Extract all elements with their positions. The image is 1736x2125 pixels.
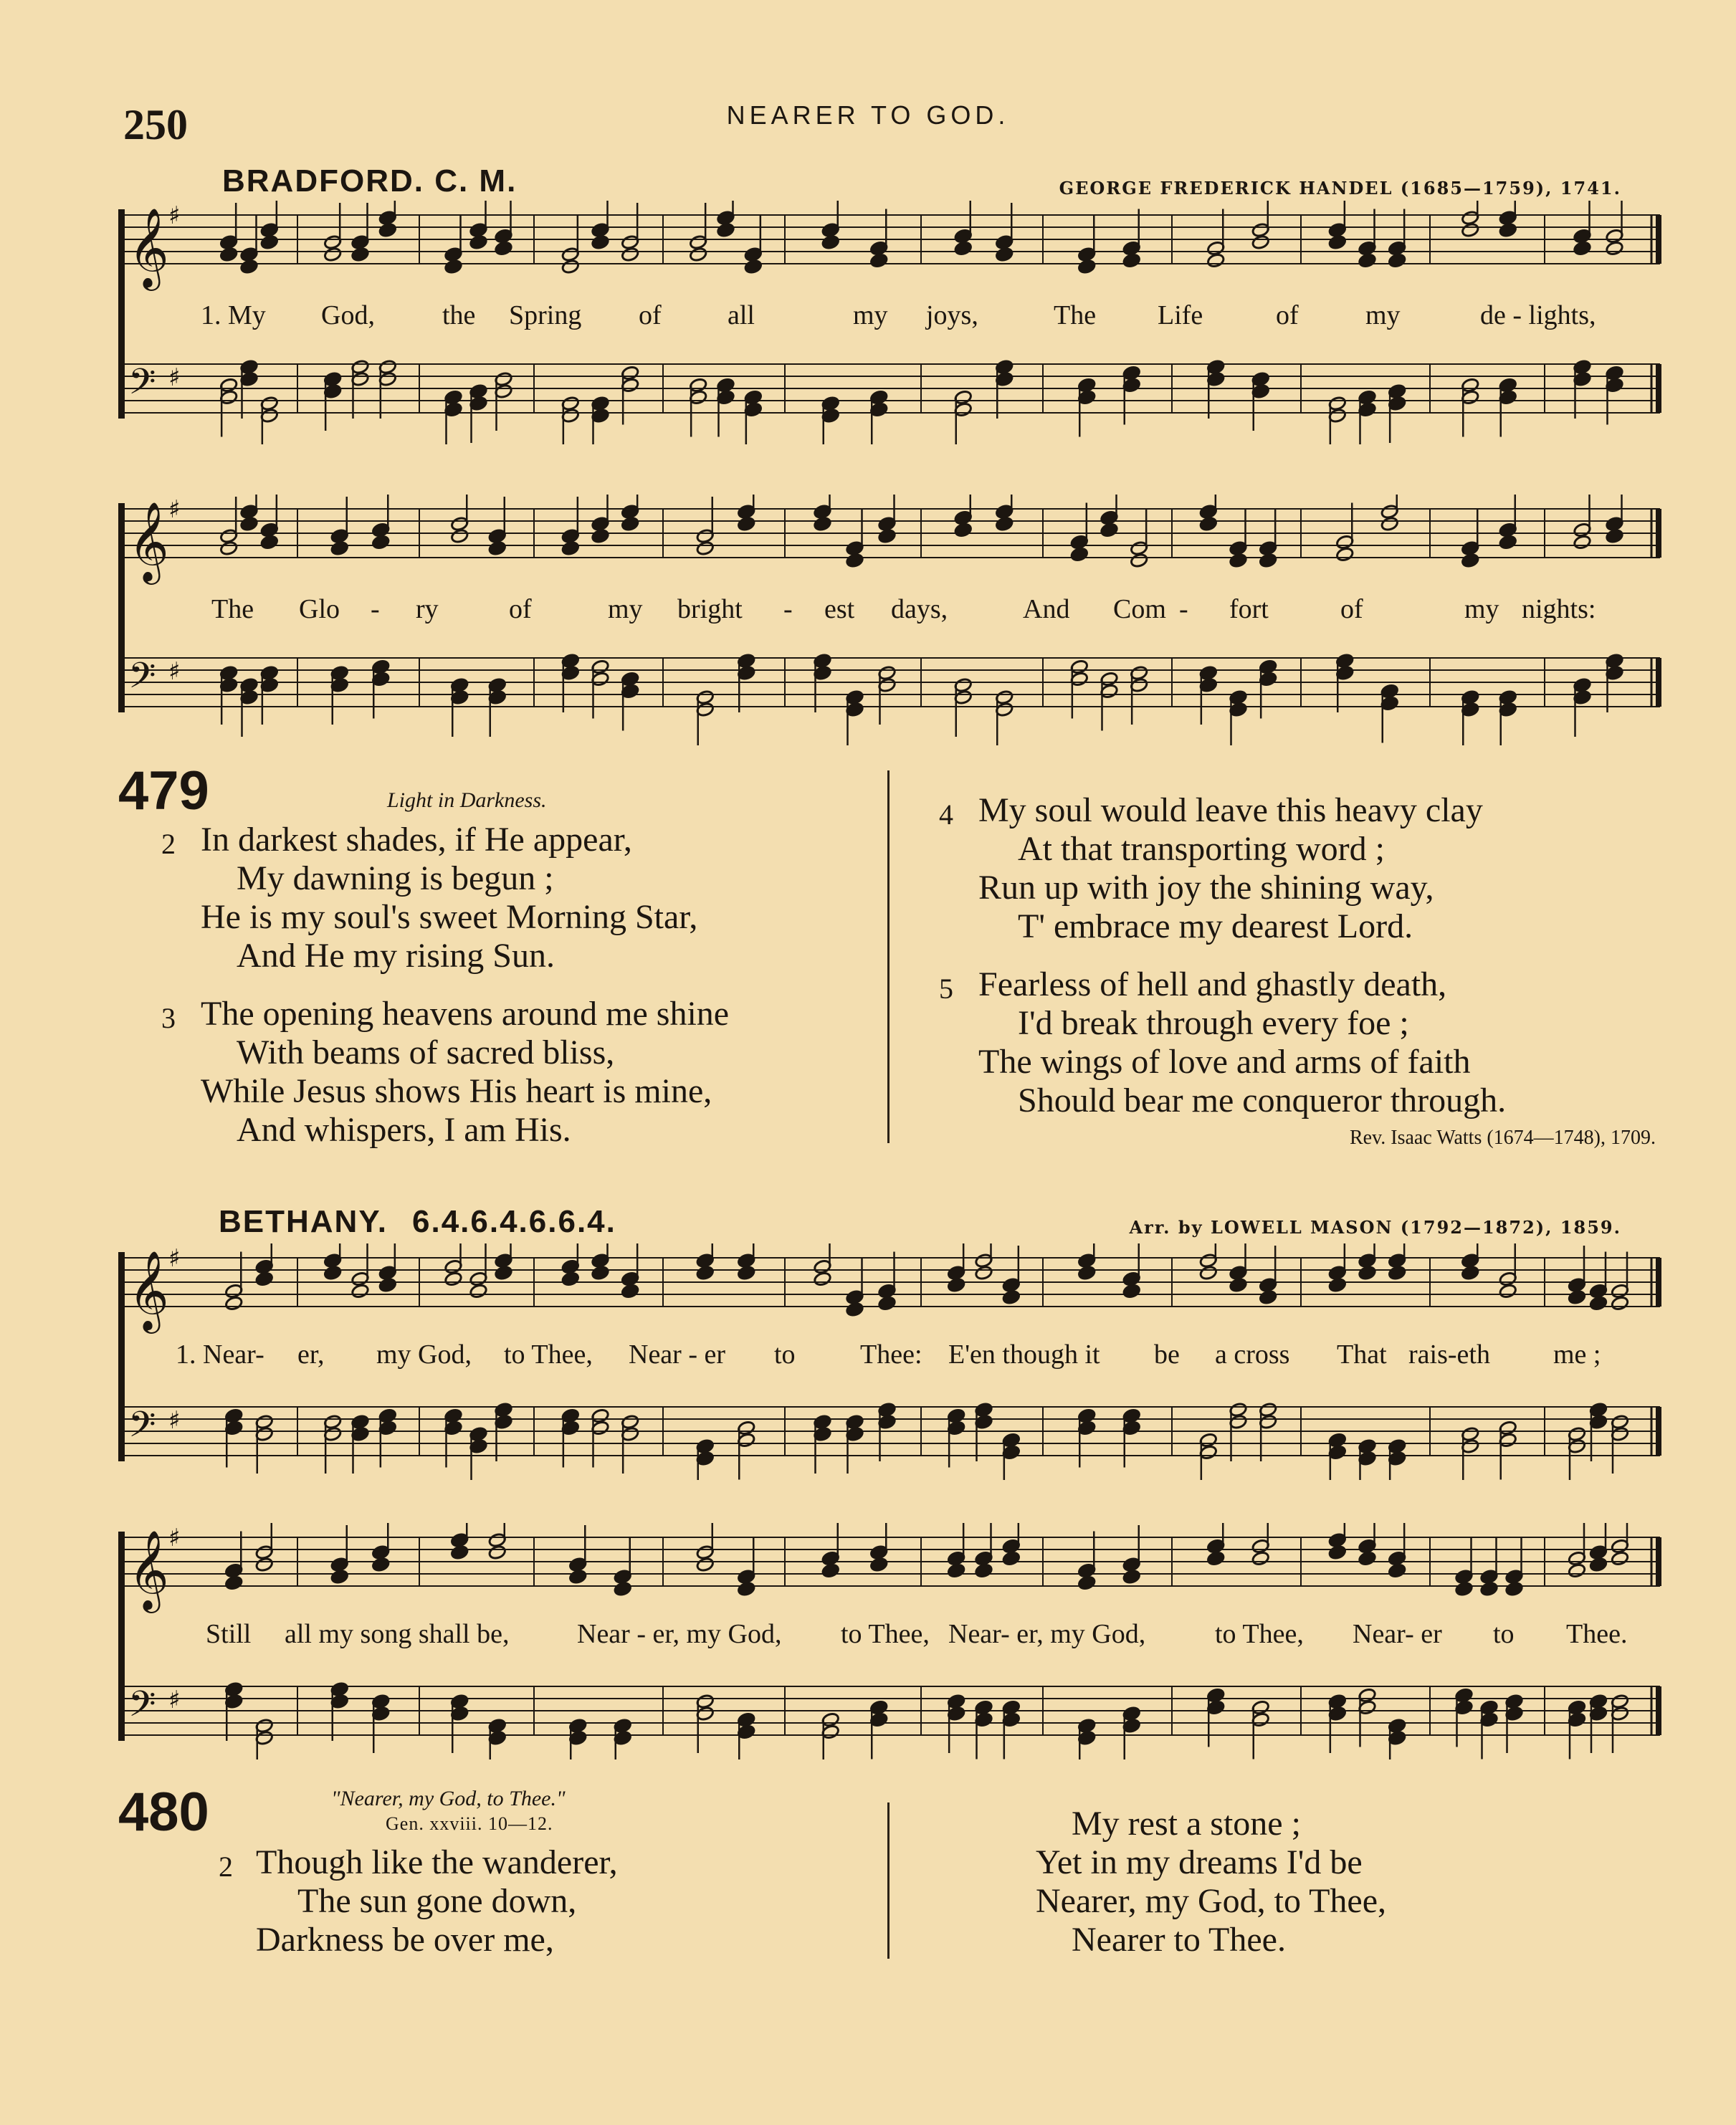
- svg-text:♯: ♯: [168, 201, 181, 230]
- lyric-word: of: [509, 594, 532, 624]
- lyric-word: be: [1154, 1340, 1180, 1370]
- verse-3: [161, 995, 729, 1150]
- lyric-word: my: [1464, 594, 1499, 624]
- verse-2: [161, 821, 697, 975]
- hymn-number-480: 480: [118, 1782, 209, 1843]
- lyric-word: 1. Near-: [176, 1340, 264, 1370]
- lyric-word: me ;: [1553, 1340, 1601, 1370]
- verse-line: Run up with joy the shining way,: [978, 869, 1434, 907]
- verse-line: My dawning is begun ;: [237, 859, 554, 897]
- lyric-word: Still: [206, 1619, 252, 1649]
- music-system-bradford-1: [118, 201, 1663, 444]
- lyric-word: to: [774, 1340, 796, 1370]
- lyric-word: all: [728, 300, 755, 330]
- svg-text:♯: ♯: [168, 1406, 181, 1435]
- lyric-word: est: [824, 594, 855, 624]
- bass-clef-icon: 𝄢: [128, 655, 156, 705]
- verse-number: 2: [219, 1851, 233, 1883]
- lyric-word: my: [1365, 300, 1401, 330]
- verse-number: 4: [939, 798, 953, 831]
- column-divider: [887, 770, 890, 1143]
- lyric-word: joys,: [926, 300, 978, 330]
- verse-line: The opening heavens around me shine: [201, 995, 730, 1033]
- music-system-bradford-2: [118, 495, 1663, 745]
- bass-clef-icon: 𝄢: [128, 1404, 156, 1454]
- lyric-word: my: [608, 594, 643, 624]
- lyric-word: ry: [416, 594, 439, 624]
- lyric-word: The: [211, 594, 254, 624]
- lyrics-line: [118, 1339, 1663, 1375]
- verse-line: He is my soul's sweet Morning Star,: [201, 898, 698, 936]
- verse-number: 2: [161, 828, 176, 860]
- verse-line: Darkness be over me,: [256, 1921, 554, 1959]
- lyric-word: That: [1337, 1340, 1387, 1370]
- verse-line: And whispers, I am His.: [237, 1111, 571, 1149]
- verse-line: While Jesus shows His heart is mine,: [201, 1072, 712, 1110]
- lyric-word: a cross: [1215, 1340, 1290, 1370]
- tune-name-bradford: BRADFORD. C. M.: [222, 163, 518, 199]
- verse-line: In darkest shades, if He appear,: [201, 821, 632, 859]
- verse-number: 5: [939, 973, 953, 1005]
- lyric-word: all my song shall be,: [285, 1619, 510, 1649]
- bass-clef-icon: 𝄢: [128, 1684, 156, 1734]
- treble-clef-icon: 𝄞: [128, 1250, 169, 1330]
- lyric-word: my God,: [376, 1340, 472, 1370]
- lyric-word: to Thee,: [504, 1340, 593, 1370]
- lyric-word: -: [371, 594, 380, 624]
- lyric-word: Near- er: [1353, 1619, 1442, 1649]
- verse-line: T' embrace my dearest Lord.: [1018, 907, 1413, 945]
- lyric-word: -: [1179, 594, 1188, 624]
- verse-line: I'd break through every foe ;: [1018, 1004, 1409, 1042]
- lyric-word: Near- er, my God,: [948, 1619, 1146, 1649]
- lyric-word: Com: [1113, 594, 1166, 624]
- treble-clef-icon: 𝄞: [128, 501, 169, 581]
- verse-line: Nearer, my God, to Thee,: [1036, 1882, 1387, 1920]
- lyric-word: God,: [321, 300, 375, 330]
- verse-number: 3: [161, 1002, 176, 1034]
- lyric-word: The: [1054, 300, 1097, 330]
- verse-line: And He my rising Sun.: [237, 937, 555, 975]
- column-divider: [887, 1802, 890, 1959]
- tune-meter: 6.4.6.4.6.6.4.: [412, 1204, 616, 1239]
- lyrics-line: [118, 1618, 1663, 1654]
- lyric-word: to: [1493, 1619, 1515, 1649]
- lyric-word: Glo: [299, 594, 340, 624]
- lyric-word: Near - er: [629, 1340, 726, 1370]
- lyric-word: rais-eth: [1408, 1340, 1490, 1370]
- lyric-word: er,: [297, 1340, 325, 1370]
- lyric-word: nights:: [1522, 594, 1596, 624]
- lyrics-line: [118, 593, 1663, 629]
- hymn-title-480: "Nearer, my God, to Thee.": [331, 1787, 566, 1810]
- lyric-word: of: [1340, 594, 1363, 624]
- author-credit: Rev. Isaac Watts (1674—1748), 1709.: [1350, 1127, 1656, 1149]
- verse-line: The sun gone down,: [297, 1882, 577, 1920]
- tune-name-bethany: BETHANY.: [219, 1204, 388, 1239]
- music-system-bethany-2: [118, 1523, 1663, 1759]
- composer-mason: Arr. by LOWELL MASON (1792—1872), 1859.: [1129, 1217, 1621, 1238]
- lyric-word: Near - er, my God,: [577, 1619, 782, 1649]
- lyric-word: de - lights,: [1480, 300, 1596, 330]
- lyric-word: of: [639, 300, 662, 330]
- svg-text:♯: ♯: [168, 1244, 181, 1273]
- lyric-word: of: [1276, 300, 1299, 330]
- lyric-word: Thee:: [860, 1340, 922, 1370]
- lyric-word: E'en though it: [948, 1340, 1100, 1370]
- verse-line: The wings of love and arms of faith: [978, 1043, 1471, 1081]
- verse-2-right: [1036, 1805, 1386, 1959]
- lyric-word: Life: [1158, 300, 1203, 330]
- verse-5: [939, 965, 1506, 1120]
- lyrics-line: [118, 300, 1663, 335]
- svg-text:♯: ♯: [168, 1686, 181, 1714]
- lyric-word: days,: [891, 594, 948, 624]
- lyric-word: fort: [1229, 594, 1269, 624]
- svg-text:♯: ♯: [168, 495, 181, 524]
- bass-clef-icon: 𝄢: [128, 361, 156, 411]
- verse-line: My soul would leave this heavy clay: [978, 791, 1483, 829]
- lyric-word: Spring: [509, 300, 582, 330]
- lyric-word: -: [783, 594, 793, 624]
- lyric-word: bright: [677, 594, 743, 624]
- verse-line: Though like the wanderer,: [256, 1843, 618, 1881]
- verse-4: [939, 791, 1483, 946]
- svg-text:♯: ♯: [168, 657, 181, 686]
- svg-text:♯: ♯: [168, 363, 181, 392]
- verse-line: At that transporting word ;: [1018, 830, 1385, 868]
- running-title: NEARER TO GOD.: [726, 100, 1010, 130]
- treble-clef-icon: 𝄞: [128, 207, 169, 287]
- verse-line: Fearless of hell and ghastly death,: [978, 965, 1447, 1003]
- verse-line: With beams of sacred bliss,: [237, 1033, 615, 1071]
- lyric-word: 1. My: [201, 300, 266, 330]
- scripture-reference: Gen. xxviii. 10—12.: [386, 1813, 553, 1834]
- verse-2-left: [219, 1843, 618, 1959]
- treble-clef-icon: 𝄞: [128, 1529, 169, 1610]
- verse-line: My rest a stone ;: [1072, 1805, 1301, 1843]
- page-number: 250: [123, 101, 188, 148]
- hymn-number-479: 479: [118, 760, 209, 821]
- composer-handel: GEORGE FREDERICK HANDEL (1685—1759), 1741.: [1059, 178, 1621, 199]
- verse-line: Should bear me conqueror through.: [1018, 1081, 1507, 1119]
- lyric-word: the: [442, 300, 476, 330]
- verse-line: Yet in my dreams I'd be: [1036, 1843, 1363, 1881]
- svg-text:♯: ♯: [168, 1524, 181, 1552]
- lyric-word: my: [853, 300, 888, 330]
- lyric-word: to Thee,: [841, 1619, 930, 1649]
- lyric-word: And: [1023, 594, 1070, 624]
- lyric-word: to Thee,: [1215, 1619, 1304, 1649]
- music-system-bethany-1: [118, 1243, 1663, 1480]
- verse-line: Nearer to Thee.: [1072, 1921, 1286, 1959]
- lyric-word: Thee.: [1566, 1619, 1628, 1649]
- hymn-title-479: Light in Darkness.: [387, 788, 547, 812]
